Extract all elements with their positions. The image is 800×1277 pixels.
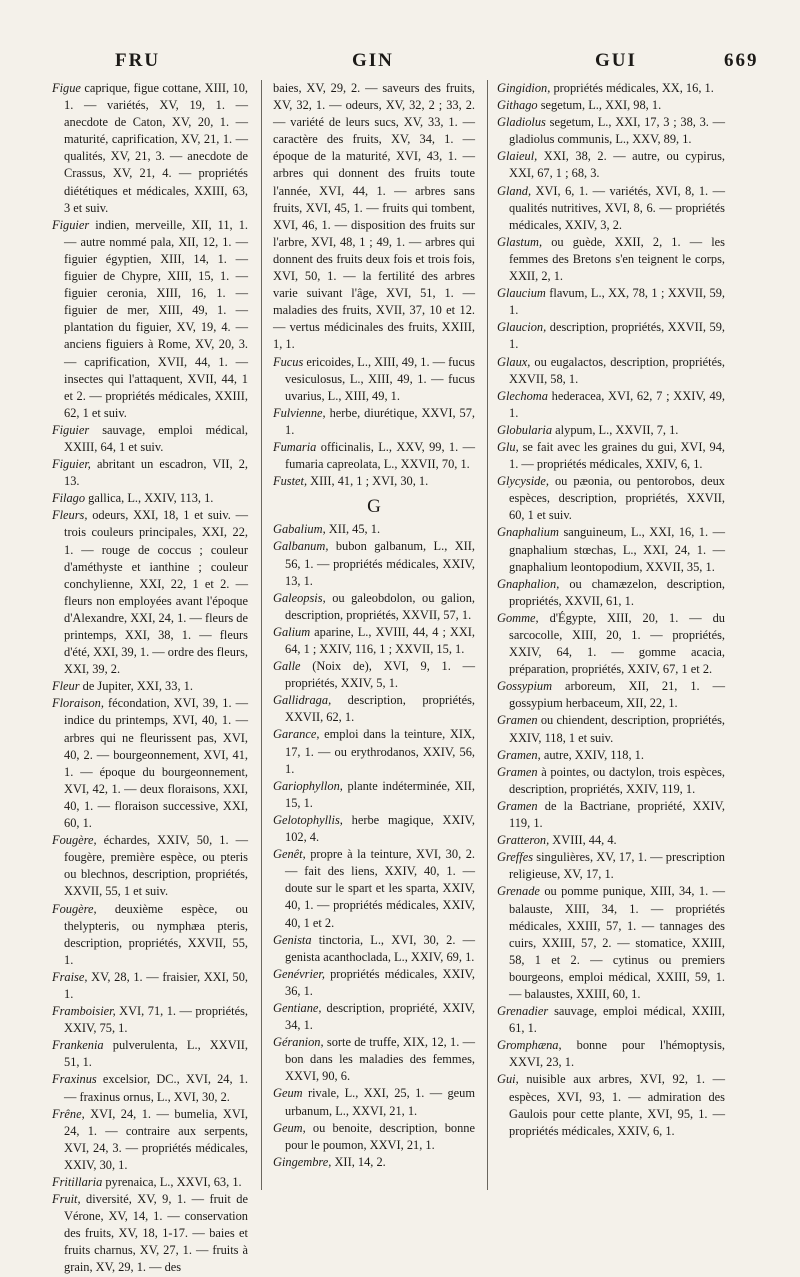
header-right-word: GUI xyxy=(595,50,637,71)
entry-text: description, propriété, XXIV, 34, 1. xyxy=(285,1000,475,1033)
index-entry xyxy=(52,490,248,507)
entry-text: herbe, diurétique, XXVI, 57, 1. xyxy=(285,405,475,437)
entry-text: emploi dans la teinture, XIX, 17, 1. — ou erythrodanos, XXIV, 56, 1. xyxy=(285,727,475,776)
entry-headword: Galbanum, xyxy=(273,539,329,554)
index-entry xyxy=(497,319,725,353)
entry-headword: Gnaphalium xyxy=(497,525,559,540)
index-entry xyxy=(273,80,475,354)
index-entry xyxy=(497,712,725,746)
index-entry xyxy=(273,354,475,405)
entry-headword: Glaux, xyxy=(497,354,531,369)
entry-text: deuxième espèce, ou thelypteris, ou nymphæa pteris, description, propriétés, XXVII, 55, 1. xyxy=(64,901,248,967)
index-entry xyxy=(273,812,475,846)
entry-headword: Floraison, xyxy=(52,696,104,711)
entry-text: description, propriétés, XXVII, 59, 1. xyxy=(509,320,725,352)
entry-text: flavum, L., XX, 78, 1 ; XXVII, 59, 1. xyxy=(509,286,725,318)
entry-headword: Gramen xyxy=(497,798,538,813)
entry-headword: Figue xyxy=(52,81,81,95)
entry-text: ericoides, L., XIII, 49, 1. — fucus vesiculosus, L., XIII, 49, 1. — fucus uvarius, L., XIII, 49, 1. xyxy=(285,354,475,403)
page-number: 669 xyxy=(724,50,759,71)
entry-headword: Glaucion, xyxy=(497,320,547,335)
index-entry xyxy=(273,1085,475,1119)
entry-text: autre, XXIV, 118, 1. xyxy=(540,747,644,762)
entry-headword: Gossypium xyxy=(497,679,553,694)
entry-text: indien, merveille, XII, 11, 1. — autre nommé pala, XII, 12, 1. — figuier égyptien, XIII, 14, 1. — figuier de Chypre, XIII, 15, 1. — figuier ceronia, XIII, 16, 1. — figuier de mer, XIII, 49, 1. — plantation du figuier, XV, 19, 4. — anciens figuiers à Rome, XV, 20, 3. — caprification, XVII, 44, 1. — insectes qui l'attaquent, XVII, 44, 1 et 2. — propriétés médicales, XXIII, 62, 1 et suiv. xyxy=(64,217,248,420)
index-entry xyxy=(497,747,725,764)
index-entry xyxy=(497,576,725,610)
index-entry xyxy=(273,726,475,777)
entry-headword: Frêne, xyxy=(52,1106,85,1121)
entry-headword: Genévrier, xyxy=(273,966,325,981)
entry-text: sorte de truffe, XIX, 12, 1. — bon dans les maladies des femmes, XXVI, 90, 6. xyxy=(285,1035,475,1084)
entry-headword: Glastum, xyxy=(497,234,543,249)
entry-text: hederacea, XVI, 62, 7 ; XXIV, 49, 1. xyxy=(509,388,725,420)
column-divider xyxy=(487,80,488,1190)
index-entry xyxy=(273,1154,475,1171)
entry-text: XVIII, 44, 4. xyxy=(549,833,617,848)
index-entry xyxy=(52,80,248,217)
index-entry xyxy=(52,678,248,695)
entry-text: sauvage, emploi médical, XXIII, 61, 1. xyxy=(509,1004,725,1036)
entry-headword: Galium xyxy=(273,624,311,639)
entry-text: propre à la teinture, XVI, 30, 2. — fait des liens, XXIV, 40, 1. — doute sur le spart et les sparta, XXIV, 40, 1. — propriétés médicales, XXIV, 40, 1 et 2. xyxy=(285,847,475,930)
entry-headword: Filago xyxy=(52,491,86,506)
index-entry xyxy=(273,624,475,658)
entry-text: singulières, XV, 17, 1. — prescription religieuse, XV, 17, 1. xyxy=(509,850,725,882)
entry-text: officinalis, L., XXV, 99, 1. — fumaria capreolata, L., XXVII, 70, 1. xyxy=(285,439,475,472)
entry-text: description, propriétés, XXVII, 62, 1. xyxy=(285,693,475,725)
index-entry xyxy=(52,1106,248,1174)
running-header xyxy=(0,50,800,80)
index-entry xyxy=(497,388,725,422)
column-divider xyxy=(261,80,262,1190)
index-entry xyxy=(52,832,248,900)
entry-text: gallica, L., XXIV, 113, 1. xyxy=(85,491,214,506)
entry-headword: Frankenia xyxy=(52,1038,104,1053)
index-entry xyxy=(497,234,725,285)
entry-headword: Gladiolus xyxy=(497,115,546,130)
entry-text: ou chiendent, description, propriétés, XXIV, 118, 1 et suiv. xyxy=(509,713,725,745)
index-entry xyxy=(52,1071,248,1105)
index-entry xyxy=(52,422,248,456)
entry-headword: Glaucium xyxy=(497,286,546,301)
index-entry xyxy=(497,524,725,575)
index-column-3 xyxy=(497,80,725,1190)
entry-headword: Gnaphalion, xyxy=(497,576,560,591)
entry-text: aparine, L., XVIII, 44, 4 ; XXI, 64, 1 ; XXIV, 116, 1 ; XXVII, 15, 1. xyxy=(285,624,475,656)
entry-headword: Figuier xyxy=(52,217,90,232)
index-entry xyxy=(497,97,725,114)
entry-headword: Grenadier xyxy=(497,1004,549,1019)
index-entry xyxy=(52,217,248,422)
entry-headword: Gabalium, xyxy=(273,522,326,537)
index-entry xyxy=(273,658,475,692)
entry-headword: Fucus xyxy=(273,354,304,369)
entry-text: XIII, 41, 1 ; XVI, 30, 1. xyxy=(307,474,429,489)
entry-headword: Fougère, xyxy=(52,901,97,916)
index-entry xyxy=(497,678,725,712)
entry-text: abritant un escadron, VII, 2, 13. xyxy=(64,457,248,489)
entry-text: tinctoria, L., XVI, 30, 2. — genista acanthoclada, L., XXIV, 69, 1. xyxy=(285,932,475,964)
index-entry xyxy=(497,354,725,388)
entry-headword: Gramen, xyxy=(497,747,541,762)
entry-headword: Globularia xyxy=(497,422,553,437)
index-column-2 xyxy=(273,80,475,1190)
entry-headword: Fumaria xyxy=(273,439,317,454)
entry-text: bubon galbanum, L., XII, 56, 1. — propriétés médicales, XXIV, 13, 1. xyxy=(285,539,475,588)
index-entry xyxy=(273,439,475,473)
index-entry xyxy=(52,1174,248,1191)
entry-headword: Fruit, xyxy=(52,1192,81,1207)
entry-text: nuisible aux arbres, XVI, 92, 1. — espèces, XVI, 93, 1. — admiration des Gaulois pour cette plante, XVI, 95, 1. — propriétés médicales, XXIV, 6, 1. xyxy=(509,1072,725,1138)
entry-headword: Glu, xyxy=(497,439,519,454)
index-entry xyxy=(52,901,248,969)
entry-headword: Genista xyxy=(273,932,312,947)
entry-headword: Geum, xyxy=(273,1120,306,1135)
index-entry xyxy=(273,692,475,726)
entry-headword: Gingidion, xyxy=(497,81,551,95)
entry-text: à pointes, ou dactylon, trois espèces, description, propriétés, XXIV, 119, 1. xyxy=(509,764,725,796)
entry-headword: Fougère, xyxy=(52,833,97,848)
entry-text: XVI, 6, 1. — variétés, XVI, 8, 1. — qualités nutritives, XVI, 8, 6. — propriétés médicales, XXIV, 3, 2. xyxy=(509,183,725,232)
entry-text: pulverulenta, L., XXVII, 51, 1. xyxy=(64,1038,248,1070)
entry-text: XXI, 38, 2. — autre, ou cypirus, XXI, 67, 1 ; 68, 3. xyxy=(509,149,725,181)
index-entry xyxy=(497,114,725,148)
entry-text: XVI, 71, 1. — propriétés, XXIV, 75, 1. xyxy=(64,1004,248,1036)
index-entry xyxy=(497,764,725,798)
entry-text: ou pæonia, ou pentorobos, deux espèces, description, propriétés, XXVII, 60, 1 et suiv. xyxy=(509,474,725,523)
index-entry xyxy=(273,405,475,439)
entry-text: XII, 45, 1. xyxy=(325,522,381,537)
entry-text: propriétés médicales, XXIV, 36, 1. xyxy=(285,966,475,998)
index-entry xyxy=(497,832,725,849)
entry-headword: Figuier, xyxy=(52,457,91,472)
entry-headword: Géranion, xyxy=(273,1035,324,1050)
entry-headword: Fritillaria xyxy=(52,1175,103,1189)
index-entry xyxy=(497,610,725,678)
entry-text: se fait avec les graines du gui, XVI, 94, 1. — propriétés médicales, XXIV, 6, 1. xyxy=(509,439,725,472)
entry-text: fécondation, XVI, 39, 1. — indice du printemps, XVI, 40, 1. — arbres qui ne fleurissent pas, XVI, 40, 2. — bourgeonnement, XVI, 41, 1. — époque du bourgeonnement, XVI, 42, 1. — deux floraisons, XXI, 40, 1. — floraison successive, XXI, 60, 1. xyxy=(64,696,248,831)
index-entry xyxy=(273,1034,475,1085)
index-entry xyxy=(52,1191,248,1276)
entry-headword: Genêt, xyxy=(273,847,306,862)
entry-headword: Gramen xyxy=(497,713,538,728)
index-entry xyxy=(273,966,475,1000)
index-entry xyxy=(497,1003,725,1037)
index-entry xyxy=(497,883,725,1003)
entry-headword: Grenade xyxy=(497,884,540,899)
entry-headword: Gland, xyxy=(497,183,532,198)
entry-headword: Garance, xyxy=(273,727,320,742)
index-entry xyxy=(497,285,725,319)
index-entry xyxy=(273,932,475,966)
entry-text: segetum, L., XXI, 98, 1. xyxy=(537,98,662,113)
entry-text: ou benoite, description, bonne pour le poumon, XXVI, 21, 1. xyxy=(285,1120,475,1152)
entry-headword: Greffes xyxy=(497,850,534,865)
entry-headword: Gentiane, xyxy=(273,1000,322,1015)
entry-headword: Gomme, xyxy=(497,610,539,625)
entry-text: de Jupiter, XXI, 33, 1. xyxy=(79,679,193,694)
entry-text: rivale, L., XXI, 25, 1. — geum urbanum, L., XXVI, 21, 1. xyxy=(285,1086,475,1118)
entry-headword: Gariophyllon, xyxy=(273,778,343,793)
entry-headword: Gromphæna, xyxy=(497,1038,562,1053)
entry-headword: Gratteron, xyxy=(497,833,550,848)
entry-text: propriétés médicales, XX, 16, 1. xyxy=(550,81,714,95)
index-entry xyxy=(273,521,475,538)
index-column-1 xyxy=(52,80,248,1275)
index-entry xyxy=(497,798,725,832)
index-entry xyxy=(273,778,475,812)
entry-headword: Framboisier, xyxy=(52,1004,116,1019)
entry-headword: Gramen xyxy=(497,764,538,779)
entry-text: arboreum, XII, 21, 1. — gossypium herbaceum, XII, 22, 1. xyxy=(509,679,725,711)
index-entry xyxy=(497,1071,725,1139)
index-entry xyxy=(273,538,475,589)
entry-text: ou chamæzelon, description, propriétés, XXVII, 61, 1. xyxy=(509,576,725,608)
entry-headword: Glechoma xyxy=(497,388,548,403)
entry-headword: Glaieul, xyxy=(497,149,538,164)
entry-text: sauvage, emploi médical, XXIII, 64, 1 et suiv. xyxy=(64,422,248,454)
entry-headword: Fleur xyxy=(52,679,80,694)
entry-headword: Fustet, xyxy=(273,474,308,489)
index-entry xyxy=(497,183,725,234)
index-entry xyxy=(52,507,248,678)
index-entry xyxy=(52,1037,248,1071)
index-entry xyxy=(52,695,248,832)
entry-text: caprique, figue cottane, XIII, 10, 1. — variétés, XV, 19, 1. — anecdote de Caton, XV, 20, 1. — maturité, caprification, XV, 21, 1. — qualités, XV, 21, 3. — anecdote de Crassus, XV, 21, 4. — propriétés diététiques et médicales, XXIII, 63, 3 et suiv. xyxy=(64,81,248,215)
entry-headword: Gui, xyxy=(497,1072,519,1087)
index-entry xyxy=(273,590,475,624)
entry-headword: Fulvienne, xyxy=(273,405,326,420)
index-entry xyxy=(273,1120,475,1154)
entry-text: plante indéterminée, XII, 15, 1. xyxy=(285,778,475,810)
entry-text: baies, XV, 29, 2. — saveurs des fruits, XV, 32, 1. — odeurs, XV, 32, 2 ; 33, 2. — variété de leurs sucs, XV, 33, 1. — caractère des fruits, XV, 34, 1. — époque de la maturité, XVI, 43, 1. — arbres qui donnent des fruits toute l'année, XVI, 44, 1. — arbres sans fruits, XVI, 45, 1. — fruits qui tombent, XVI, 46, 1. — disposition des fruits sur l'arbre, XVI, 48, 1 ; 49, 1. — arbres qui donnent des fruits deux fois et trois fois, XVI, 50, 1. — la fertilité des arbres varie suivant l'âge, XVI, 51, 1. — maladies des fruits, XVII, 37, 10 et 12. — vertus médicinales des fruits, XXIII, 1, 1. xyxy=(273,81,475,352)
entry-headword: Galeopsis, xyxy=(273,590,326,605)
entry-text: XV, 28, 1. — fraisier, XXI, 50, 1. xyxy=(64,969,248,1001)
entry-headword: Gelotophyllis, xyxy=(273,812,343,827)
entry-text: odeurs, XXI, 18, 1 et suiv. — trois couleurs principales, XXI, 22, 1. — rouge de coccus ; couleur d'améthyste et ianthine ; couleur conchylienne, XXI, 22, 1 et 2. — fleurs non employées avant l'époque d'Alexandre, XXI, 24, 1. — fleurs de printemps, XXI, 38, 1. — fleurs d'été, XXI, 39, 1. — ordre des fleurs, XXI, 39, 2. xyxy=(64,508,248,677)
entry-headword: Githago xyxy=(497,98,538,113)
entry-headword: Fraxinus xyxy=(52,1072,97,1087)
index-entry xyxy=(497,1037,725,1071)
entry-headword: Galle xyxy=(273,659,301,674)
entry-headword: Geum xyxy=(273,1086,303,1101)
entry-text: de la Bactriane, propriété, XXIV, 119, 1. xyxy=(509,798,725,831)
index-entry xyxy=(52,969,248,1003)
index-entry xyxy=(497,473,725,524)
entry-text: (Noix de), XVI, 9, 1. — propriétés, XXIV, 5, 1. xyxy=(285,659,475,691)
index-entry xyxy=(497,439,725,473)
entry-text: échardes, XXIV, 50, 1. — fougère, première espèce, ou pteris ou blechnos, description, propriétés, XXVII, 55, 1 et suiv. xyxy=(64,833,248,899)
entry-headword: Glycyside, xyxy=(497,474,549,489)
entry-headword: Fleurs, xyxy=(52,508,88,523)
section-letter: G xyxy=(367,496,381,518)
entry-text: ou pomme punique, XIII, 34, 1. — balauste, XIII, 34, 1. — propriétés médicales, XXIII, 57, 1. — tannages des cuirs, XXIII, 57, 2. — stomatice, XXIII, 58, 1 et 2. — cytinus ou premiers bourgeons, emploi médical, XXIII, 59, 1. — balaustes, XXIII, 60, 1. xyxy=(509,884,725,1001)
index-entry xyxy=(497,849,725,883)
header-center-word: GIN xyxy=(352,50,394,71)
entry-text: XII, 14, 2. xyxy=(331,1154,386,1169)
entry-text: herbe magique, XXIV, 102, 4. xyxy=(285,812,475,845)
entry-text: excelsior, DC., XVI, 24, 1. — fraxinus ornus, L., XVI, 30, 2. xyxy=(64,1072,248,1104)
header-left-word: FRU xyxy=(115,50,161,71)
index-entry xyxy=(273,473,475,490)
index-entry xyxy=(52,456,248,490)
index-entry xyxy=(497,80,725,97)
entry-text: XVI, 24, 1. — bumelia, XVI, 24, 1. — contraire aux serpents, XVI, 24, 3. — propriétés médicales, XXIV, 30, 1. xyxy=(64,1106,248,1172)
index-entry xyxy=(497,422,725,439)
entry-headword: Figuier xyxy=(52,422,90,437)
entry-text: sanguineum, L., XXI, 16, 1. — gnaphalium stœchas, L., XXI, 24, 1. — gnaphalium leontopodium, XXVII, 35, 1. xyxy=(509,525,725,574)
entry-text: pyrenaica, L., XXVI, 63, 1. xyxy=(102,1175,242,1189)
entry-text: ou eugalactos, description, propriétés, XXVII, 58, 1. xyxy=(509,354,725,386)
index-entry xyxy=(497,148,725,182)
index-entry xyxy=(273,846,475,931)
entry-text: ou guède, XXII, 2, 1. — les femmes des Bretons s'en teignent le corps, XXII, 2, 1. xyxy=(509,234,725,284)
index-entry xyxy=(52,1003,248,1037)
entry-text: diversité, XV, 9, 1. — fruit de Vérone, XV, 14, 1. — conservation des fruits, XV, 18, 1-17. — baies et fruits charnus, XV, 27, 1. — fruits à grain, XV, 29, 1. — des xyxy=(64,1192,248,1275)
entry-text: alypum, L., XXVII, 7, 1. xyxy=(552,422,679,437)
index-entry xyxy=(273,1000,475,1034)
entry-text: ou galeobdolon, ou galion, description, propriétés, XXVII, 57, 1. xyxy=(285,590,475,622)
entry-text: d'Égypte, XIII, 20, 1. — du sarcocolle, XIII, 20, 1. — propriétés, XXIV, 64, 1. — gomme acacia, préparation, propriétés, XXIV, 67, 1 et 2. xyxy=(509,610,725,677)
entry-text: bonne pour l'hémoptysis, XXVI, 23, 1. xyxy=(509,1038,725,1070)
entry-headword: Fraise, xyxy=(52,969,88,984)
entry-text: segetum, L., XXI, 17, 3 ; 38, 3. — gladiolus communis, L., XXV, 89, 1. xyxy=(509,115,725,147)
entry-headword: Gingembre, xyxy=(273,1154,332,1169)
entry-headword: Gallidraga, xyxy=(273,693,332,708)
